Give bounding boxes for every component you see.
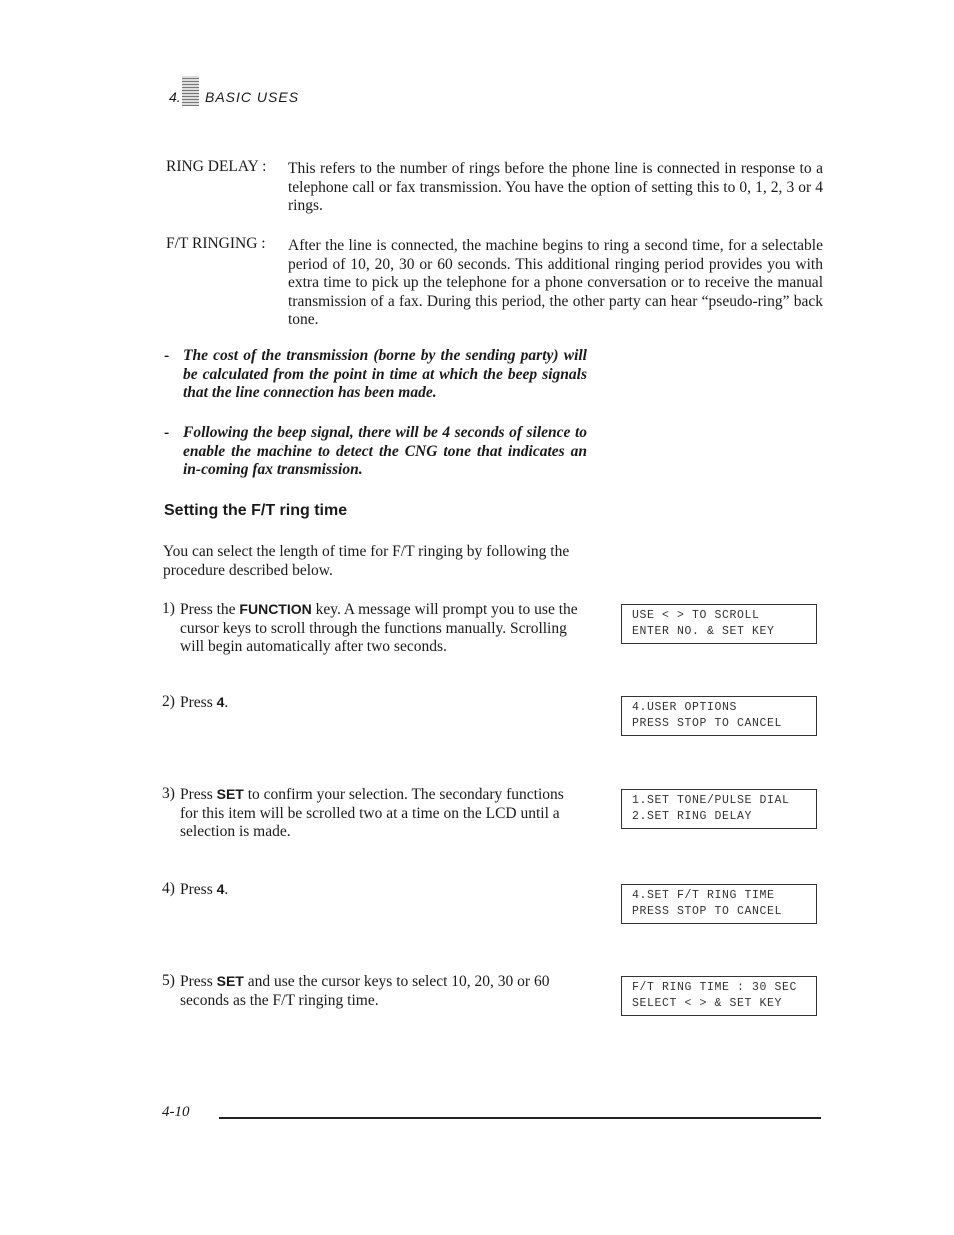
lcd-line-1: 1.SET TONE/PULSE DIAL (632, 794, 790, 807)
lcd-display-step-2 (621, 696, 817, 736)
key-name: FUNCTION (239, 601, 312, 617)
lcd-line-2: ENTER NO. & SET KEY (632, 625, 775, 638)
lcd-line-2: SELECT < > & SET KEY (632, 997, 783, 1010)
lcd-display-step-3 (621, 789, 817, 829)
step-number: 5) (162, 972, 175, 989)
lcd-display-step-5 (621, 976, 817, 1016)
note-text: The cost of the transmission (borne by the sending party) will be calculated from the point in time at which the beep signals that the line connection has been made. (183, 347, 587, 401)
step-number: 3) (162, 785, 175, 802)
definition-term-ring-delay: RING DELAY : (166, 158, 267, 175)
lcd-line-2: 2.SET RING DELAY (632, 810, 753, 823)
section-heading: Setting the F/T ring time (164, 502, 348, 519)
key-name: SET (216, 973, 244, 989)
lcd-line-1: USE < > TO SCROLL (632, 609, 760, 622)
note-beep-silence (164, 424, 588, 484)
lcd-line-1: 4.SET F/T RING TIME (632, 889, 775, 902)
step-text: Press the FUNCTION key. A message will prompt you to use the cursor keys to scroll through the functions manually. Scrolling will begin automatically after two seconds. (180, 601, 578, 655)
lcd-line-1: F/T RING TIME : 30 SEC (632, 981, 798, 994)
step-text: Press 4. (180, 694, 229, 711)
definition-term-ft-ringing: F/T RINGING : (166, 235, 266, 252)
note-text: Following the beep signal, there will be 4 seconds of silence to enable the machine to detect the CNG tone that indicates an in-coming fax transmission. (183, 424, 587, 478)
footer-rule (219, 1117, 821, 1119)
chapter-marker-block (182, 76, 199, 106)
chapter-title: BASIC USES (205, 89, 300, 105)
step-text: Press SET to confirm your selection. The secondary functions for this item will be scrolled two at a time on the LCD until a selection is made. (180, 786, 564, 840)
section-intro: You can select the length of time for F/T ringing by following the procedure described below. (163, 543, 570, 579)
lcd-display-step-1 (621, 604, 817, 644)
note-dash: - (164, 424, 170, 441)
step-number: 2) (162, 693, 175, 710)
definition-text-ft-ringing: After the line is connected, the machine begins to ring a second time, for a selectable period of 10, 20, 30 or 60 seconds. This additional ringing period provides you with extra time to pick up the telephone for a phone conversation or to receive the manual transmission of a fax. During this period, the other party can hear “pseudo-ring” back tone. (288, 237, 823, 328)
lcd-display-step-4 (621, 884, 817, 924)
step-number: 4) (162, 880, 175, 897)
step-text: Press SET and use the cursor keys to select 10, 20, 30 or 60 seconds as the F/T ringing time. (180, 973, 550, 1009)
lcd-line-1: 4.USER OPTIONS (632, 701, 738, 714)
note-transmission-cost (164, 347, 588, 407)
page-number: 4-10 (162, 1104, 190, 1120)
chapter-number: 4. (169, 89, 181, 105)
lcd-line-2: PRESS STOP TO CANCEL (632, 905, 783, 918)
step-text: Press 4. (180, 881, 229, 898)
key-name: 4 (216, 881, 225, 897)
note-dash: - (164, 347, 170, 364)
step-number: 1) (162, 600, 175, 617)
definition-text-ring-delay: This refers to the number of rings before the phone line is connected in response to a telephone call or fax transmission. You have the option of setting this to 0, 1, 2, 3 or 4 rings. (288, 160, 823, 214)
key-name: SET (216, 786, 244, 802)
lcd-line-2: PRESS STOP TO CANCEL (632, 717, 783, 730)
key-name: 4 (216, 694, 225, 710)
